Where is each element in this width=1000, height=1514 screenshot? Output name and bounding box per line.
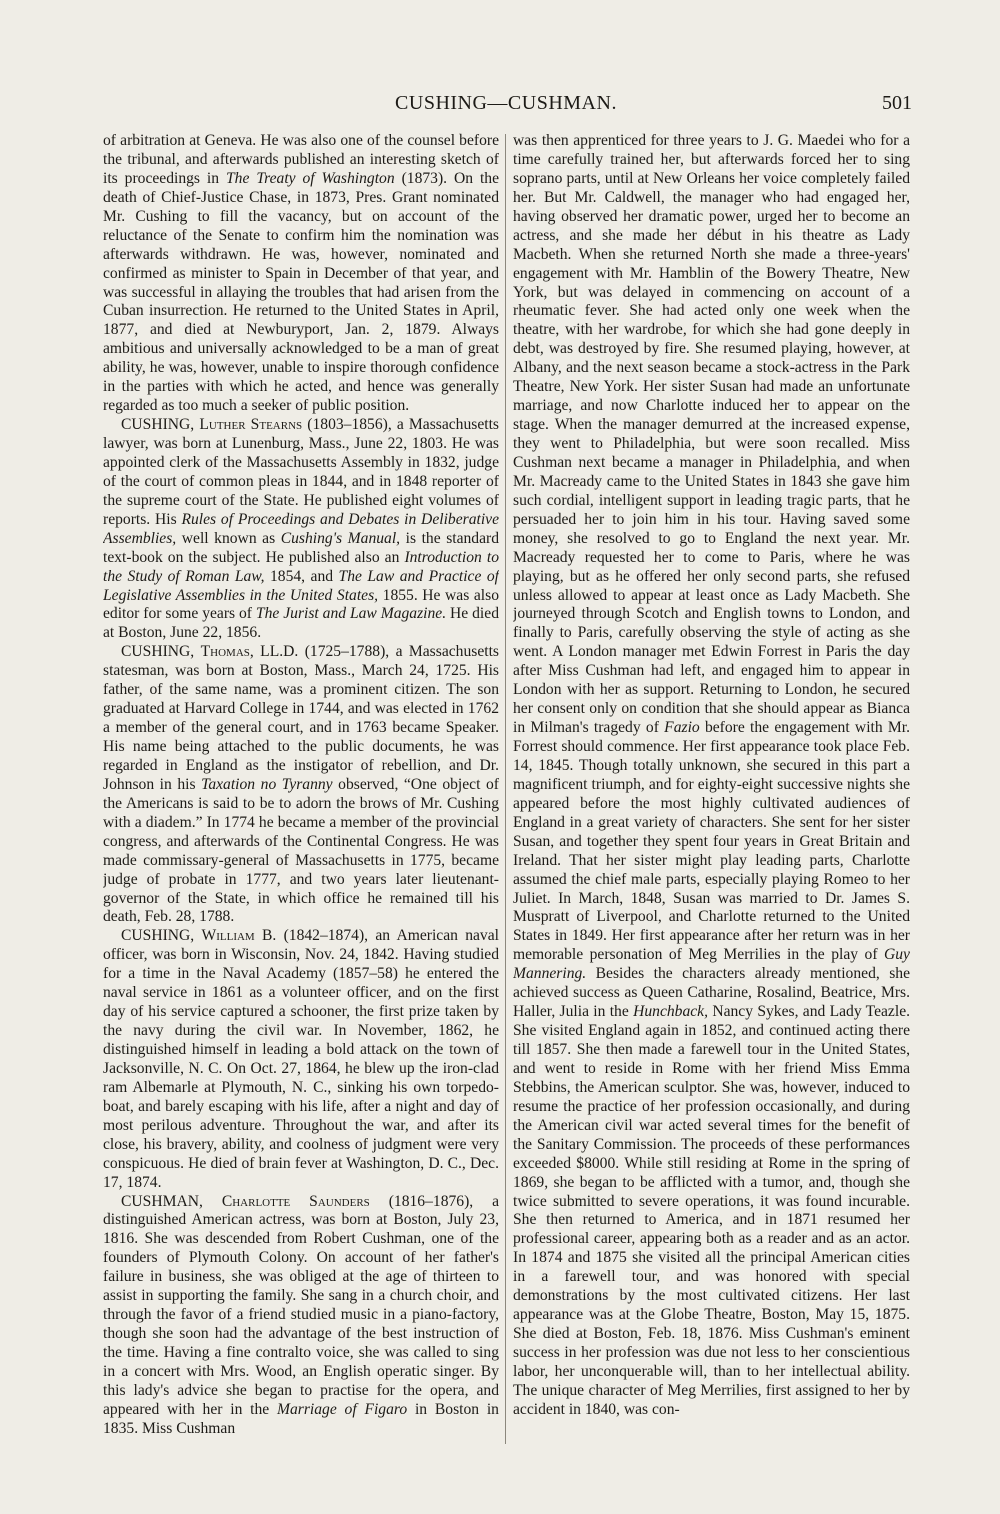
text-run: (1842–1874), an American naval officer, was born in Wisconsin, Nov. 24, 1842. Having studied for a time in the Naval Academy (1857–58) he entered the naval service in 1861 as a volunteer officer, and on the first day of his service captured a schooner, the first prize taken by the navy during the civil war. In November, 1862, he distinguished himself in leading a bold attack on the town of Jacksonville, N. C. On Oct. 27, 1864, he blew up the iron-clad ram Albemarle at Plymouth, N. C., sinking his own torpedo-boat, and barely escaping with his life, after a night and day of most perilous adventure. Throughout the war, and after its close, his bravery, ability, and coolness of judgment were very conspicuous. He died of brain fever at Washington, D. C., Dec. 17, 1874.	[103, 927, 499, 1191]
text-run: 1855. He was also editor for some years of	[103, 586, 499, 623]
text-run: was then apprenticed for three years to J. G. Maedei who for a time carefully trained her, but afterwards forced her to sing soprano parts, until at New Orleans her voice completely failed her. But Mr. Caldwell, the manager who had engaged her, having observed her dramatic power, urged her to become an actress, and she made her début in his theatre as Lady Macbeth. When she returned North she made a three-years' engagement with Mr. Hamblin of the Bowery Theatre, New York, but was delayed in commencing on account of a rheumatic fever. She had acted only one week when the theatre, with her wardrobe, for which she had gone deeply in debt, was destroyed by fire. She resumed playing, however, at Albany, and the next season became a stock-actress in the Park Theatre, New York. Her sister Susan had made an unfortunate marriage, and now Charlotte induced her to appear on the stage. When the manager demurred at the increased expense, they went to Philadelphia, but were soon recalled. Miss Cushman next became a manager in Philadelphia, and when Mr. Macready came to the United States in 1843 she gave him such cordial, intelligent support in leading tragic parts, that he persuaded her to join him in his tour. Having saved some money, she resolved to go to England the next year. Mr. Macready requested her to come to Paris, where he was playing, but as he offered her only second parts, she refused unless allowed to appear at least once as Lady Macbeth. She journeyed through Scotch and English towns to London, and finally to Paris, carefully observing the style of acting as she went. A London manager met Edwin Forrest in Paris the day after Miss Cushman had left, and engaged him to appear in London with her as support. Returning to London, he secured her consent only on condition that she should appear as Bianca in Milman's tragedy of	[513, 132, 910, 737]
continued-entry-paragraph	[513, 132, 910, 1420]
text-run: is the standard text-book on the subject. He published also an	[103, 529, 499, 566]
entry-name: Charlotte Saunders	[221, 1192, 370, 1210]
entry-headword: CUSHING,	[121, 927, 195, 945]
italic-title: The Law and Practice of Legislative Assemblies in the United States,	[103, 567, 499, 604]
entry-headword: CUSHING,	[121, 643, 195, 661]
running-head: CUSHING—CUSHMAN.	[395, 92, 617, 114]
text-run: Nancy Sykes, and Lady Teazle. She visited England again in 1852, and continued acting there till 1857. She then made a farewell tour in the United States, and went to reside in Rome with her friend Miss Emma Stebbins, the American sculptor. She was, however, induced to resume the practice of her profession occasionally, and during the American civil war acted several times for the benefit of the Sanitary Commission. The proceeds of these performances exceeded $8000. While still residing at Rome in the spring of 1869, she began to be afflicted with a tumor, and, though she twice submitted to severe operations, it was found incurable. She then returned to America, and in 1871 resumed her professional career, appearing both as a reader and as an actor. In 1874 and 1875 she visited all the principal American cities in a farewell tour, and was honored with special demonstrations by the most cultivated citizens. Her last appearance was at the Globe Theatre, Boston, May 15, 1875. She died at Boston, Feb. 18, 1876. Miss Cushman's eminent success in her profession was due not less to her conscientious labor, her unconquerable will, than to her intellectual ability. The unique character of Meg Merrilies, first assigned to her by accident in 1840, was con-	[513, 1003, 910, 1418]
text-run: (1816–1876), a distinguished American actress, was born at Boston, July 23, 1816. She was descended from Robert Cushman, one of the founders of Plymouth Colony. On account of her father's failure in business, she was obliged at the age of thirteen to assist in supporting the family. She sang in a church choir, and through the favor of a friend studied music in a piano-factory, though she soon had the advantage of the best instruction of the time. Having a fine contralto voice, she was called to sing in a concert with Mrs. Wood, an English operatic singer. By this lady's advice she began to practise for the opera, and appeared with her in the	[103, 1192, 499, 1418]
italic-title: The Jurist and Law Magazine.	[255, 605, 447, 623]
text-run: in Boston in 1835. Miss Cushman	[103, 1400, 499, 1437]
italic-title: Introduction to the Study of Roman Law,	[103, 548, 499, 585]
left-column	[103, 132, 499, 1442]
page-number: 501	[882, 92, 912, 114]
text-run: well known as	[181, 529, 276, 547]
entry-name: William B.	[201, 927, 277, 945]
italic-title: Marriage of Figaro	[276, 1400, 408, 1418]
text-run: before the engagement with Mr. Forrest should commence. Her first appearance took place Feb. 14, 1845. Though totally unknown, she secured in this part a magnificent triumph, and for eighty-eight successive nights she appeared before the most highly cultivated audiences of England in a great variety of characters. She sent for her sister Susan, and together they spent four years in Great Britain and Ireland. That her sister might play leading parts, Charlotte assumed the chief male parts, especially playing Romeo to her Juliet. In March, 1848, Susan was married to Dr. James S. Muspratt of Liverpool, and Charlotte returned to the United States in 1849. Her first appearance after her return was in her memorable personation of Meg Merrilies in the play of	[513, 719, 910, 964]
column-divider	[505, 134, 506, 1444]
page-header	[100, 92, 912, 118]
entry-headword: CUSHING,	[121, 416, 195, 434]
italic-title: Rules of Proceedings and Debates in Deliberative Assemblies,	[103, 510, 499, 547]
text-run: of arbitration at Geneva. He was also one of the counsel before the tribunal, and afterwards published an interesting sketch of its proceedings in	[103, 132, 499, 187]
continued-entry-paragraph	[103, 132, 499, 416]
text-run: He died at Boston, June 22, 1856.	[103, 605, 499, 642]
text-run: (1725–1788), a Massachusetts statesman, was born at Boston, Mass., March 24, 1725. His father, of the same name, was a prominent citizen. The son graduated at Harvard College in 1744, and was elected in 1762 a member of the general court, and in 1763 became Speaker. His name being attached to the public documents, he was regarded in England as the instigator of rebellion, and Dr. Johnson in his	[103, 643, 499, 793]
text-run: (1803–1856), a Massachusetts lawyer, was born at Lunenburg, Mass., June 22, 1803. He was appointed clerk of the Massachusetts Assembly in 1832, judge of the court of common pleas in 1844, and in 1848 reporter of the supreme court of the State. He published eight volumes of reports. His	[103, 416, 499, 528]
italic-title: Taxation no Tyranny	[201, 775, 333, 793]
italic-title: The Treaty of Washington	[226, 169, 395, 187]
italic-title: Fazio	[664, 719, 700, 737]
entry-cushman-charlotte-saunders	[103, 1193, 499, 1439]
text-run: 1854, and	[269, 567, 334, 585]
italic-title: Hunchback,	[633, 1003, 709, 1021]
italic-title: Guy Mannering.	[513, 946, 910, 983]
entry-cushing-thomas	[103, 643, 499, 927]
entry-headword: CUSHMAN,	[121, 1192, 203, 1210]
text-run: (1873). On the death of Chief-Justice Chase, in 1873, Pres. Grant nominated Mr. Cushing to fill the vacancy, but on account of the reluctance of the Senate to confirm him the nomination was afterwards withdrawn. He was, however, nominated and confirmed as minister to Spain in December of that year, and was successful in allaying the troubles that had arisen from the Cuban insurrection. He returned to the United States in April, 1877, and died at Newburyport, Jan. 2, 1879. Always ambitious and universally acknowledged to be a man of great ability, he was, however, unable to inspire thorough confidence in the parties with which he acted, and hence was generally regarded as too much a seeker of public position.	[103, 169, 499, 415]
entry-name: Luther Stearns	[199, 416, 303, 434]
italic-title: Cushing's Manual,	[280, 529, 401, 547]
text-run: Besides the characters already mentioned, she achieved success as Queen Catharine, Rosalind, Beatrice, Mrs. Haller, Julia in the	[513, 965, 910, 1021]
entry-cushing-william-b	[103, 927, 499, 1192]
text-run: observed, “One object of the Americans is said to be to adorn the brows of Mr. Cushing with a diadem.” In 1774 he became a member of the provincial congress, and afterwards of the Continental Congress. He was made commissary-general of Massachusetts in 1775, became judge of probate in 1777, and two years later lieutenant-governor of the State, in which office he remained till his death, Feb. 28, 1788.	[103, 775, 499, 926]
entry-cushing-luther-stearns	[103, 416, 499, 643]
right-column	[513, 132, 910, 1442]
entry-name: Thomas, LL.D.	[200, 643, 299, 661]
